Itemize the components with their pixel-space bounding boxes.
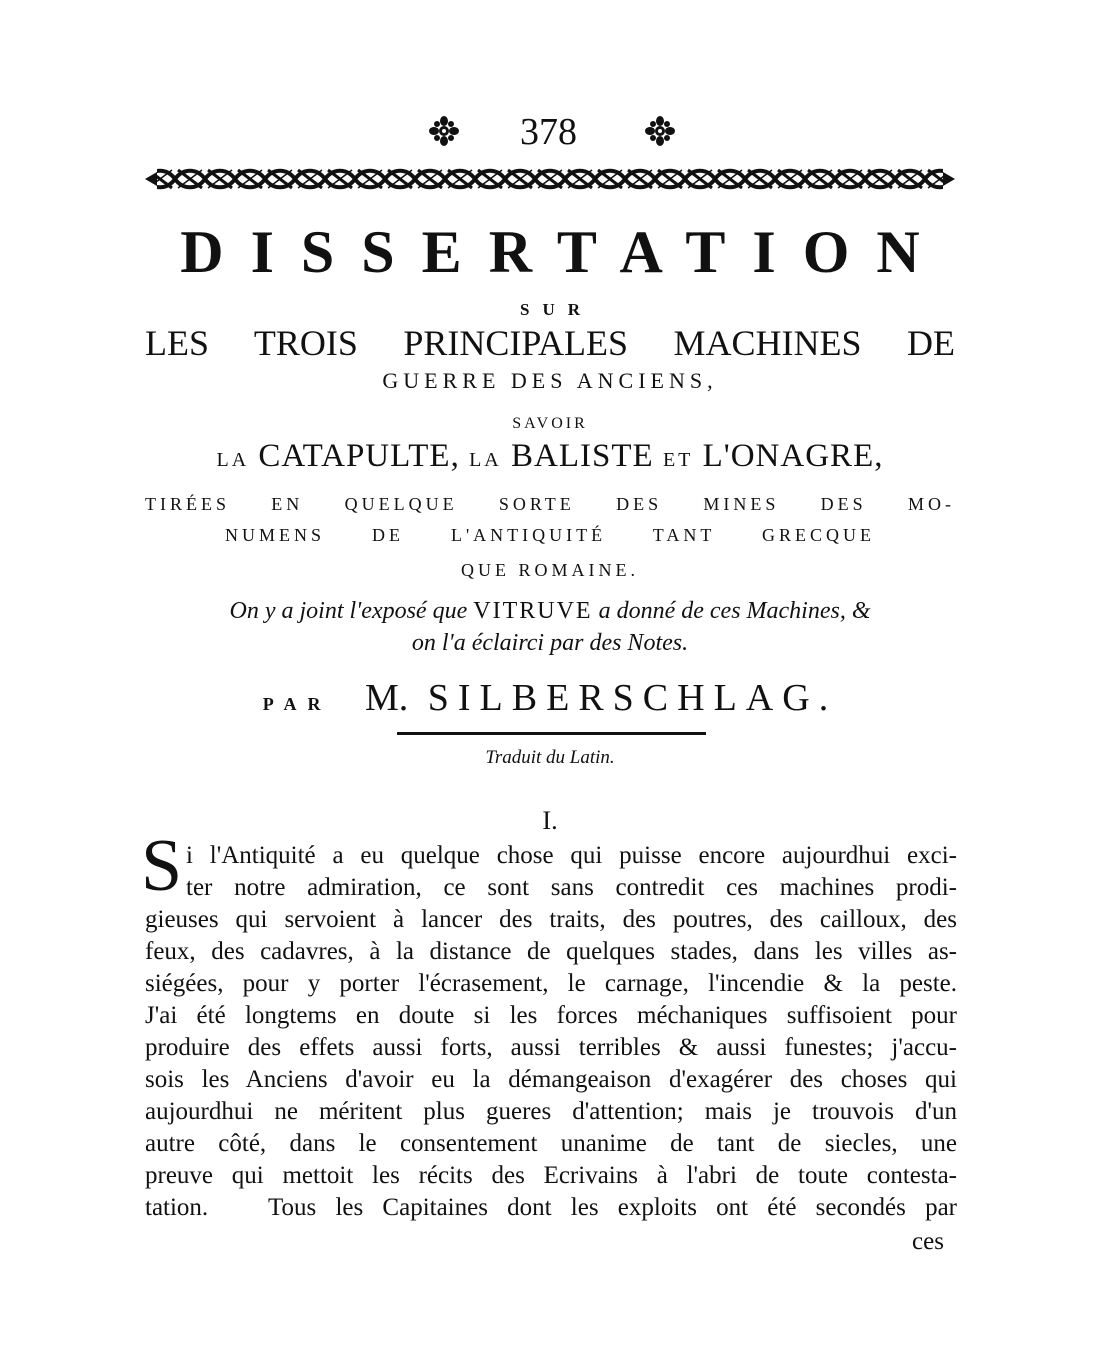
- dissertation-title: DISSERTATION: [180, 219, 947, 285]
- subtitle-italic-1: [0, 598, 1100, 625]
- title-line-6: NUMENS DE L'ANTIQUITÉ TANT GRECQUE: [225, 525, 875, 545]
- author-line: [0, 676, 1100, 720]
- author-name: SILBERSCHLAG.: [427, 677, 838, 719]
- page-number: 378: [520, 111, 577, 153]
- word: PRINCIPALES: [403, 323, 629, 363]
- machine-name: BALISTE: [511, 438, 654, 474]
- subtitle-italic-2: on l'a éclairci par des Notes.: [411, 630, 689, 656]
- body-line: preuve qui mettoit les récits des Ecrivains à l'abri de toute contesta-: [145, 1162, 957, 1189]
- machine-name: CATAPULTE,: [258, 438, 460, 474]
- body-line-start: tation.: [145, 1194, 209, 1221]
- catchword: ces: [912, 1228, 944, 1255]
- title-sur: SUR: [519, 300, 593, 319]
- body-line: autre côté, dans le consentement unanime de tant de siecles, une: [145, 1130, 957, 1157]
- subtitle-text: On y a joint l'exposé que: [229, 598, 468, 624]
- body-line: feux, des cadavres, à la distance de quelques stades, dans les villes as-: [145, 938, 957, 965]
- decorative-border: [145, 166, 955, 192]
- title-line-5: TIRÉES EN QUELQUE SORTE DES MINES DES MO-: [145, 494, 955, 514]
- title-line-7: QUE ROMAINE.: [461, 560, 639, 580]
- subtitle-text: a donné de ces Machines, &: [598, 598, 871, 624]
- word: TROIS: [253, 323, 358, 363]
- body-line: Tous les Capitaines dont les exploits ont été secondés par: [268, 1194, 957, 1221]
- body-line: siégées, pour y porter l'écrasement, le carnage, l'incendie & la peste.: [145, 970, 957, 997]
- machine-name: L'ONAGRE,: [702, 438, 884, 474]
- vitruve: VITRUVE: [473, 598, 593, 624]
- word: MACHINES: [673, 323, 862, 363]
- title-rule: [397, 732, 706, 735]
- section-number: I.: [542, 806, 558, 835]
- body-line: sois les Anciens d'avoir eu la démangeaison d'exagérer des choses qui: [145, 1066, 957, 1093]
- title-line-machines: [0, 438, 1100, 475]
- par-label: PAR: [262, 694, 332, 714]
- drop-cap: S: [141, 825, 183, 907]
- rosette-ornament-right-icon: [645, 116, 675, 146]
- body-line: J'ai été longtems en doute si les forces méchaniques suffisoient pour: [145, 1002, 957, 1029]
- word: DE: [907, 323, 956, 363]
- article: LA: [469, 449, 502, 471]
- translated-note: Traduit du Latin.: [485, 747, 615, 768]
- body-line: i l'Antiquité a eu quelque chose qui puisse encore aujourdhui exci-: [186, 842, 957, 869]
- author-initial: M.: [364, 677, 409, 719]
- body-line: produire des effets aussi forts, aussi terribles & aussi funestes; j'accu-: [145, 1034, 957, 1061]
- title-line-2: GUERRE DES ANCIENS,: [382, 368, 718, 393]
- word: LES: [145, 323, 210, 363]
- title-savoir: SAVOIR: [512, 415, 588, 432]
- title-line-1: [145, 322, 955, 364]
- article: LA: [216, 449, 250, 471]
- body-line: aujourdhui ne méritent plus gueres d'attention; mais je trouvois d'un: [145, 1098, 957, 1125]
- rosette-ornament-left-icon: [429, 116, 459, 146]
- body-line: gieuses qui servoient à lancer des traits, des poutres, des cailloux, des: [145, 906, 957, 933]
- conjunction: ET: [662, 449, 694, 471]
- body-line: ter notre admiration, ce sont sans contredit ces machines prodi-: [186, 874, 957, 901]
